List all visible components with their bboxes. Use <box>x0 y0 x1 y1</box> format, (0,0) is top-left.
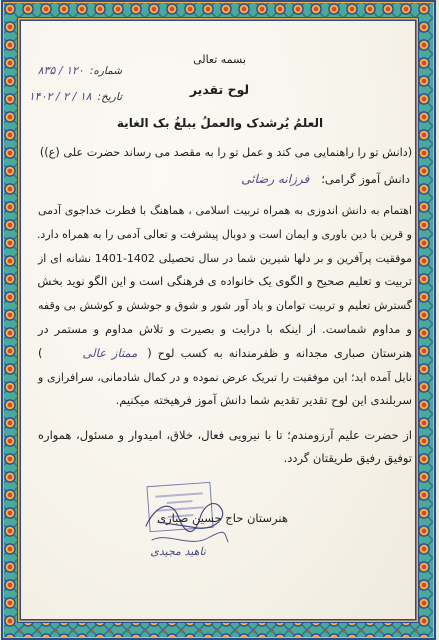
closing-wishes <box>38 424 412 470</box>
closing-line: توفیق رفیق طریقتان گردد. <box>283 451 412 465</box>
school-name: هنرستان حاج حسین صباری <box>157 511 288 525</box>
basmala-heading: بسمه تعالی <box>193 53 246 66</box>
body-line-award <box>38 342 412 366</box>
issue-date-label: تاریخ: <box>97 91 122 103</box>
reference-number <box>28 64 122 77</box>
closing-line: از حضرت علیم آرزومندم؛ تا با نیرویی فعال، خلاق، امیدوار و مسئول، همواره <box>38 428 412 442</box>
certificate-title: لوح تقدیر <box>189 82 250 97</box>
certificate-body <box>38 199 412 413</box>
arabic-motto: العلمُ یُرشدک والعملُ یبلغُ بک الغایة <box>116 116 324 130</box>
greeting-label: دانش آموز گرامی؛ <box>321 172 410 186</box>
signer-name: ناهید مجیدی <box>150 545 206 558</box>
greeting <box>150 172 410 186</box>
issue-date <box>24 90 122 103</box>
student-name: فرزانه رضائی <box>241 172 310 186</box>
body-line: گسترش تعلیم و تربیت توامان و یاد آور شور و شوق و جوشش و کوشش بی وقفه <box>38 299 412 313</box>
issue-date-value: ۱۸ / ۲ / ۱۴۰۲ <box>28 90 92 103</box>
body-line: موفقیت پرآفرین و بر دلها شیرین شما در سال تحصیلی 1402-1401 نشانه ای از <box>38 251 412 265</box>
body-line: و مداوم شماست. از اینکه با درایت و بصیرت و تلاش مداوم و مستمر در <box>38 321 412 336</box>
award-grade: ممتاز عالی <box>82 345 138 360</box>
motto-translation: (دانش تو را راهنمایی می کند و عمل تو را به مقصد می رساند حضرت علی (ع)) <box>39 146 413 159</box>
reference-number-label: شماره: <box>89 65 122 77</box>
award-line-prefix: هنرستان صباری مجدانه و ظفرمندانه به کسب لوح ( <box>147 345 412 360</box>
award-line-suffix: ) <box>38 345 43 360</box>
body-line: تربیت و تعلیم صحیح و الگوی یک خانواده ی فرهنگی است و این الگو نوید بخش <box>37 274 412 289</box>
body-line: اهتمام به دانش اندوزی به همراه تربیت اسلامی ، هماهنگ با فطرت خداجوی آدمی <box>38 204 412 217</box>
body-line: و قرین با دین باوری و ایمان است و دوبال پیشرفت و تعالی آدمی را به همراه دارد. <box>36 227 412 241</box>
body-line: سربلندی این لوح تقدیر تقدیم شما دانش آموز فرهیخته میکنیم. <box>115 393 412 408</box>
reference-number-value: ۱۲۰ / ۸۳۵ <box>37 64 84 77</box>
body-line: نایل آمده اید؛ این موفقیت را تبریک عرض نموده و در کمال شادمانی، سرافرازی و <box>38 370 412 384</box>
